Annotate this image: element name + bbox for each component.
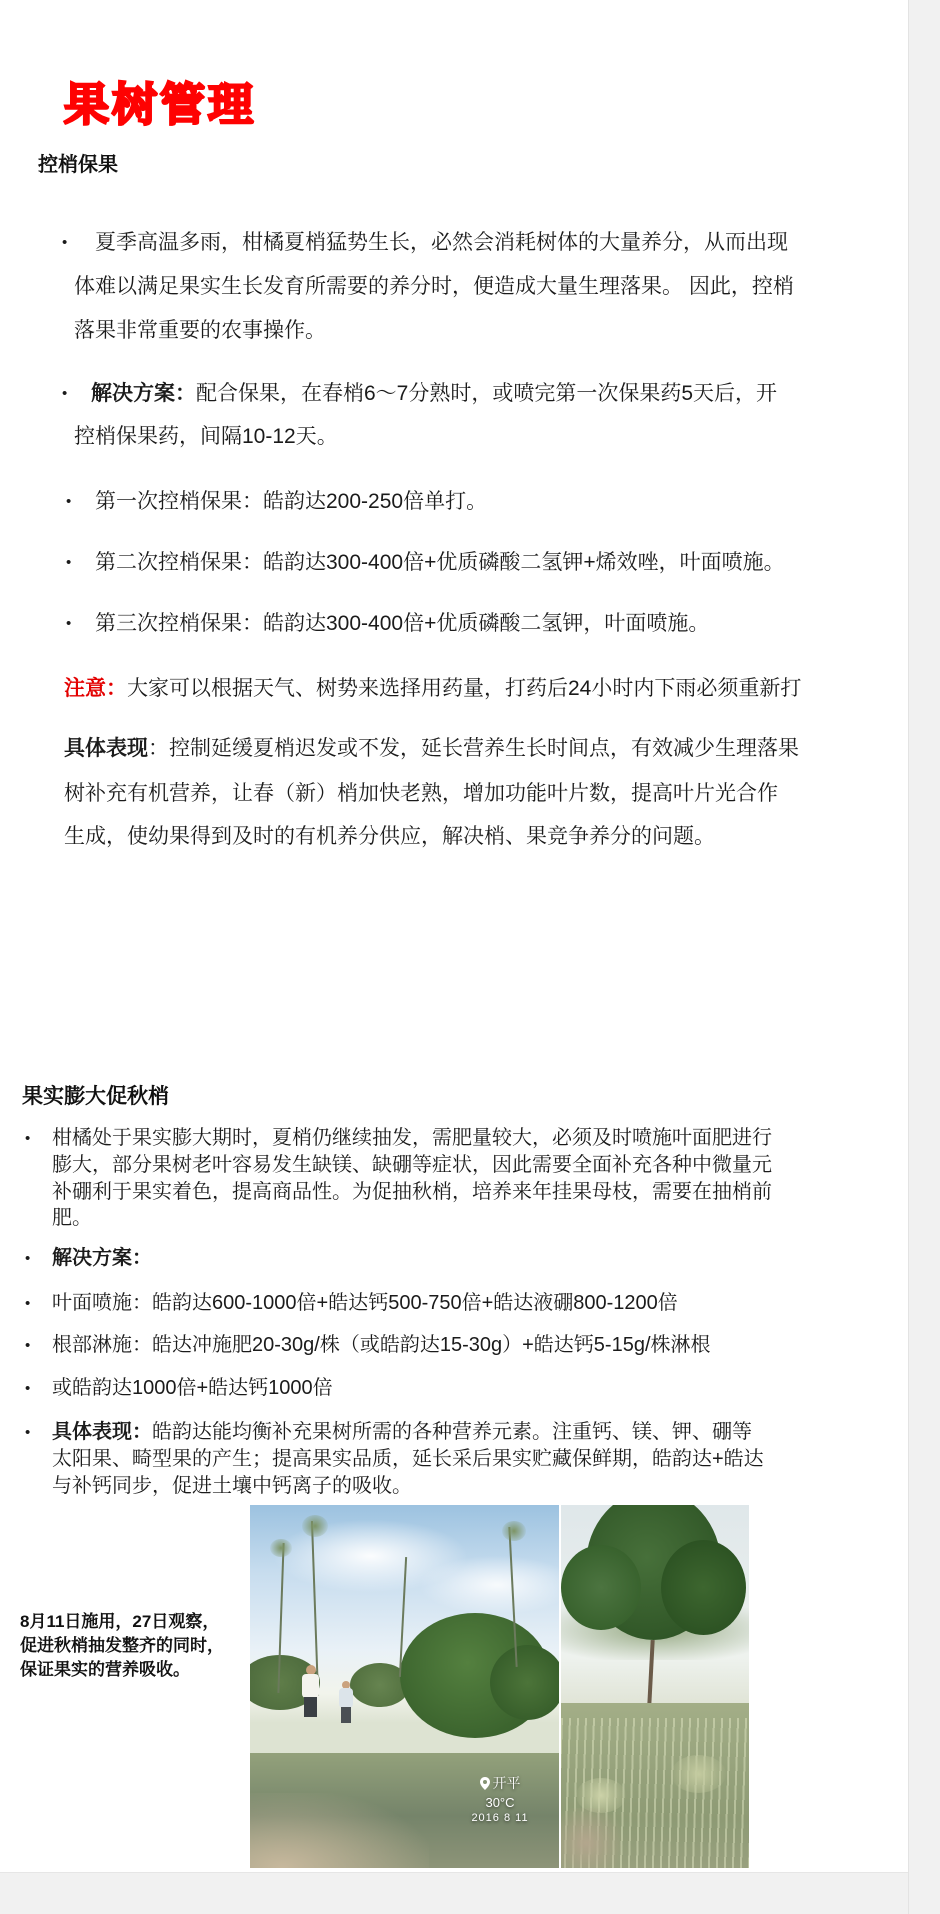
sapling-leaves xyxy=(270,1539,292,1557)
s1-note xyxy=(64,676,801,702)
page-right-margin xyxy=(908,0,940,1914)
s1-step2: 第二次控梢保果：皓韵达300-400倍+优质磷酸二氢钾+烯效唑，叶面喷施。 xyxy=(95,551,785,574)
page-title: 果树管理 xyxy=(64,79,257,130)
photo-watermark xyxy=(450,1773,550,1824)
s1-solution-label: 解决方案： xyxy=(91,382,196,405)
s1-solution-line1 xyxy=(91,381,777,407)
photo-caption-line3: 保证果实的营养吸收。 xyxy=(20,1660,190,1679)
weeds xyxy=(671,1755,726,1793)
s2-detail-line1 xyxy=(52,1420,752,1445)
s1-solution-text: 配合保果，在春梢6～7分熟时，或喷完第一次保果药5天后，开 xyxy=(196,382,778,405)
dirt-corner xyxy=(561,1808,621,1868)
s1-step3: 第三次控梢保果：皓韵达300-400倍+优质磷酸二氢钾，叶面喷施。 xyxy=(95,612,710,635)
person-body xyxy=(339,1688,353,1708)
bullet-icon: • xyxy=(25,1250,31,1267)
s2-para1-line1: 柑橘处于果实膨大期时，夏梢仍继续抽发，需肥量较大，必须及时喷施叶面肥进行 xyxy=(52,1127,772,1149)
photo-caption-line2: 促进秋梢抽发整齐的同时， xyxy=(20,1636,224,1655)
s1-para1-line1: 夏季高温多雨，柑橘夏梢猛势生长，必然会消耗树体的大量养分，从而出现 xyxy=(95,231,788,254)
s2-detail-text: 皓韵达能均衡补充果树所需的各种营养元素。注重钙、镁、钾、硼等 xyxy=(152,1421,752,1443)
bullet-icon: • xyxy=(25,1295,31,1312)
s1-solution-line2: 控梢保果药，间隔10-12天。 xyxy=(74,425,338,448)
s1-note-text: 大家可以根据天气、树势来选择用药量，打药后24小时内下雨必须重新打 xyxy=(127,677,802,700)
section1-heading: 控梢保果 xyxy=(38,154,118,176)
bullet-icon: • xyxy=(25,1337,31,1354)
s2-para1-line4: 肥。 xyxy=(52,1207,92,1229)
watermark-location: 开平 xyxy=(492,1775,521,1791)
s1-para1-line3: 落果非常重要的农事操作。 xyxy=(74,319,326,342)
bullet-icon: • xyxy=(25,1424,31,1441)
watermark-date: 2016 8 11 xyxy=(471,1812,529,1824)
location-pin-icon xyxy=(480,1777,490,1793)
s2-detail-line2: 太阳果、畸型果的产生；提高果实品质，延长采后果实贮藏保鲜期，皓韵达+皓达 xyxy=(52,1448,764,1470)
s2-detail-label: 具体表现： xyxy=(52,1421,152,1443)
sapling-leaves xyxy=(502,1521,526,1541)
orchard-photo-right xyxy=(561,1505,749,1868)
person-legs xyxy=(304,1697,317,1717)
s1-detail-label: 具体表现 xyxy=(64,737,148,760)
dirt-patch xyxy=(250,1793,429,1868)
bullet-icon: • xyxy=(66,615,72,632)
citrus-tree-canopy xyxy=(490,1645,559,1720)
bullet-icon: • xyxy=(25,1130,31,1147)
photo-caption-line1: 8月11日施用，27日观察， xyxy=(20,1612,220,1631)
bullet-icon: • xyxy=(25,1380,31,1397)
s2-detail-line3: 与补钙同步，促进土壤中钙离子的吸收。 xyxy=(52,1475,412,1497)
cloud xyxy=(420,1556,559,1614)
s1-detail-line1 xyxy=(64,736,799,762)
watermark-temperature: 30°C xyxy=(485,1795,515,1810)
s2-root: 根部淋施：皓达冲施肥20-30g/株（或皓韵达15-30g）+皓达钙5-15g/株淋根 xyxy=(52,1334,711,1356)
s2-foliar: 叶面喷施：皓韵达600-1000倍+皓达钙500-750倍+皓达液硼800-1200倍 xyxy=(52,1292,678,1314)
orchard-photo-left xyxy=(250,1505,559,1868)
section2-heading: 果实膨大促秋梢 xyxy=(22,1085,169,1108)
bullet-icon: • xyxy=(62,385,68,402)
s1-step1: 第一次控梢保果：皓韵达200-250倍单打。 xyxy=(95,490,488,513)
tree-canopy xyxy=(661,1540,746,1635)
s2-para1-line2: 膨大，部分果树老叶容易发生缺镁、缺硼等症状，因此需要全面补充各种中微量元 xyxy=(52,1154,772,1176)
s2-para1-line3: 补硼利于果实着色，提高商品性。为促抽秋梢，培养来年挂果母枝，需要在抽梢前 xyxy=(52,1181,772,1203)
page-bottom-margin xyxy=(0,1872,908,1914)
s1-detail-line3: 生成，使幼果得到及时的有机养分供应，解决梢、果竞争养分的问题。 xyxy=(64,825,715,848)
tree-canopy xyxy=(561,1545,641,1630)
person-legs xyxy=(341,1707,351,1723)
bullet-icon: • xyxy=(66,554,72,571)
s1-detail-line2: 树补充有机营养，让春（新）梢加快老熟，增加功能叶片数，提高叶片光合作 xyxy=(64,782,778,805)
sapling-leaves xyxy=(302,1515,328,1537)
s1-detail-text: ：控制延缓夏梢迟发或不发，延长营养生长时间点，有效减少生理落果 xyxy=(148,737,799,760)
s2-solution-label: 解决方案： xyxy=(52,1247,152,1269)
person-body xyxy=(302,1674,319,1698)
s2-alt: 或皓韵达1000倍+皓达钙1000倍 xyxy=(52,1377,333,1399)
watermark-location-row xyxy=(450,1773,550,1793)
s1-note-label: 注意： xyxy=(64,677,127,700)
s1-para1-line2: 体难以满足果实生长发育所需要的养分时，便造成大量生理落果。 因此，控梢 xyxy=(74,275,794,298)
bullet-icon: • xyxy=(62,234,68,251)
bullet-icon: • xyxy=(66,493,72,510)
